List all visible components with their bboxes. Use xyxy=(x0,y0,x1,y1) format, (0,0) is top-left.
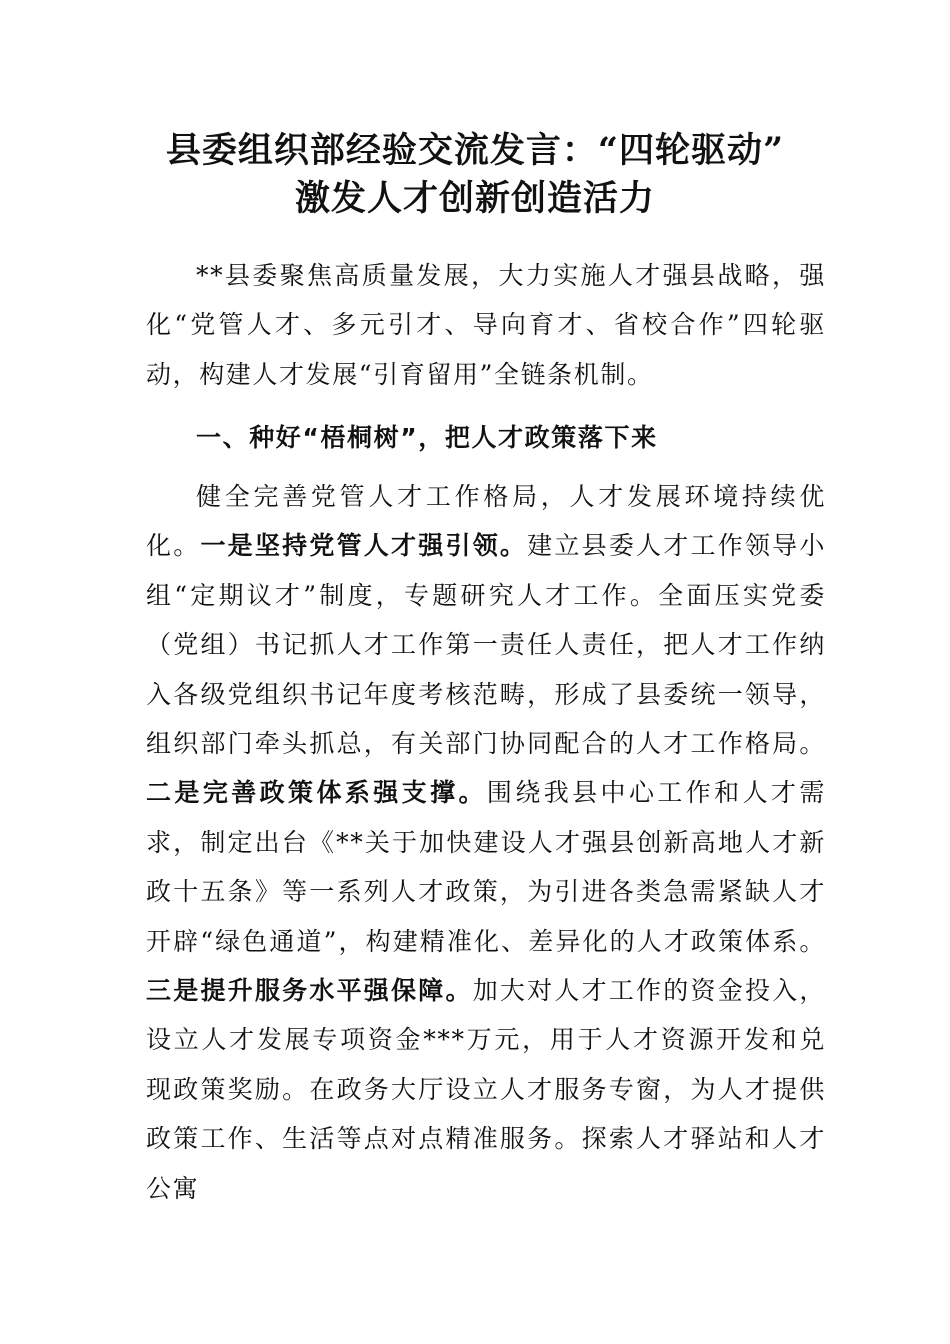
section-1-paragraph xyxy=(146,472,826,1213)
point-1-text: 建立县委人才工作领导小组“定期议才”制度，专题研究人才工作。全面压实党委（党组）书记抓人才工作第一责任人责任，把人才工作纳入各级党组织书记年度考核范畴，形成了县委统一领导，组织部门牵头抓总，有关部门协同配合的人才工作格局。 xyxy=(146,531,827,759)
point-3-text: 加大对人才工作的资金投入，设立人才发展专项资金***万元，用于人才资源开发和兑现政策奖励。在政务大厅设立人才服务专窗，为人才提供政策工作、生活等点对点精准服务。探索人才驿站和人才公寓 xyxy=(146,976,826,1203)
point-1-title: 一是坚持党管人才强引领。 xyxy=(200,531,528,561)
section-1-heading: 一、种好“梧桐树”，把人才政策落下来 xyxy=(196,423,658,452)
point-3-title: 三是提升服务水平强保障。 xyxy=(146,976,473,1006)
point-2-text: 围绕我县中心工作和人才需求，制定出台《**关于加快建设人才强县创新高地人才新政十五条》等一系列人才政策，为引进各类急需紧缺人才开辟“绿色通道”，构建精准化、差异化的人才政策体系。 xyxy=(146,778,827,956)
document-title-line-1: 县委组织部经验交流发言：“四轮驱动” xyxy=(165,130,785,171)
point-2-title: 二是完善政策体系强支撑。 xyxy=(146,778,487,808)
intro-paragraph: **县委聚焦高质量发展，大力实施人才强县战略，强化“党管人才、多元引才、导向育才、省校合作”四轮驱动，构建人才发展“引育留用”全链条机制。 xyxy=(146,261,826,389)
section-1-lead: 健全完善党管人才工作格局，人才发展环境持续优化。 xyxy=(146,482,826,561)
document-title-line-2: 激发人才创新创造活力 xyxy=(294,178,655,219)
